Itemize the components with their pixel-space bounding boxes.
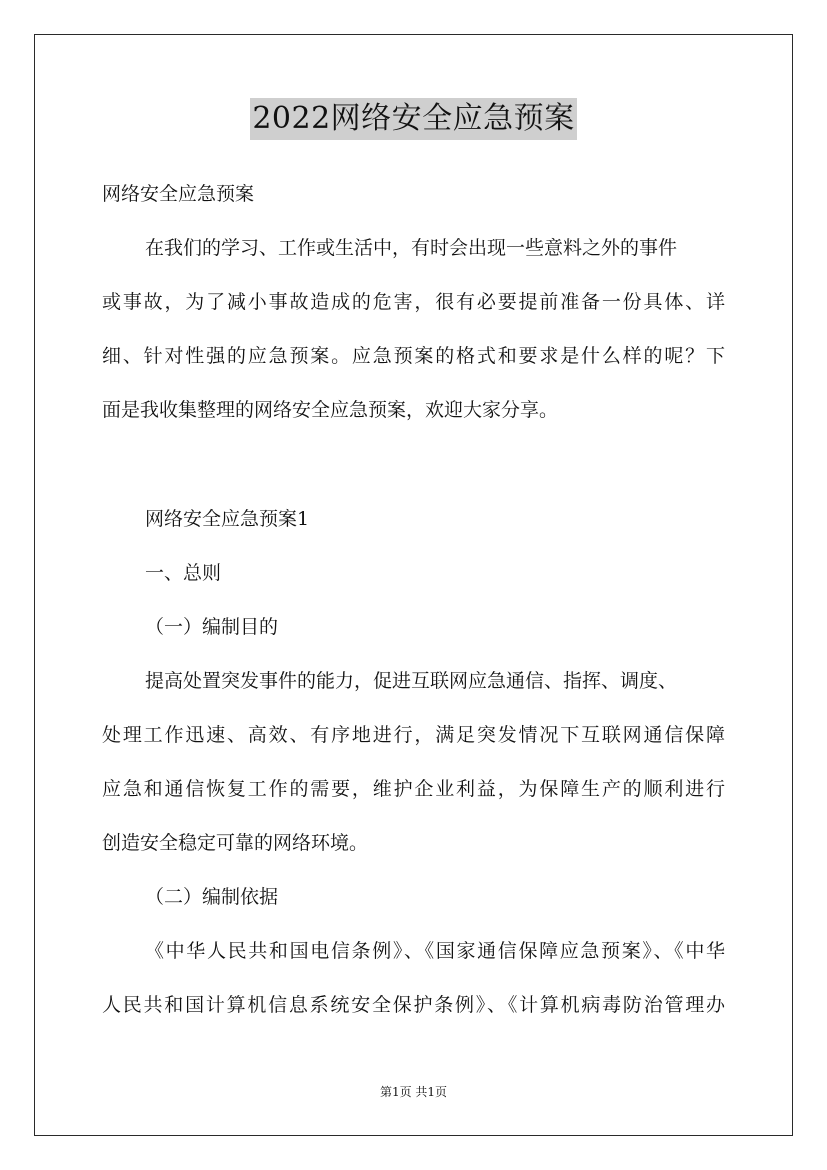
purpose-line-4: 创造安全稳定可靠的网络环境。 xyxy=(102,832,369,854)
purpose-line-2: 处理工作迅速、高效、有序地进行，满足突发情况下互联网通信保障 xyxy=(102,724,725,746)
subheading-basis: （二）编制依据 xyxy=(145,886,279,908)
page-number-footer: 第1页 共1页 xyxy=(379,1085,448,1099)
title-container xyxy=(0,98,827,140)
basis-line-2: 人民共和国计算机信息系统安全保护条例》、《计算机病毒防治管理办 xyxy=(102,994,725,1016)
purpose-line-1: 提高处置突发事件的能力，促进互联网应急通信、指挥、调度、 xyxy=(145,670,678,692)
chapter-heading-general: 一、总则 xyxy=(145,562,222,584)
section-heading: 网络安全应急预案1 xyxy=(145,508,310,530)
intro-line-4: 面是我收集整理的网络安全应急预案，欢迎大家分享。 xyxy=(102,399,559,421)
document-title: 2022网络安全应急预案 xyxy=(250,98,576,140)
intro-line-2: 或事故，为了减小事故造成的危害，很有必要提前准备一份具体、详 xyxy=(102,291,725,313)
subheading-purpose: （一）编制目的 xyxy=(145,616,279,638)
purpose-line-3: 应急和通信恢复工作的需要，维护企业利益，为保障生产的顺利进行 xyxy=(102,778,725,800)
document-subtitle: 网络安全应急预案 xyxy=(102,183,255,205)
basis-line-1: 《中华人民共和国电信条例》、《国家通信保障应急预案》、《中华 xyxy=(145,940,725,962)
intro-line-1: 在我们的学习、工作或生活中，有时会出现一些意料之外的事件 xyxy=(145,237,678,259)
intro-line-3: 细、针对性强的应急预案。应急预案的格式和要求是什么样的呢？下 xyxy=(102,345,725,367)
